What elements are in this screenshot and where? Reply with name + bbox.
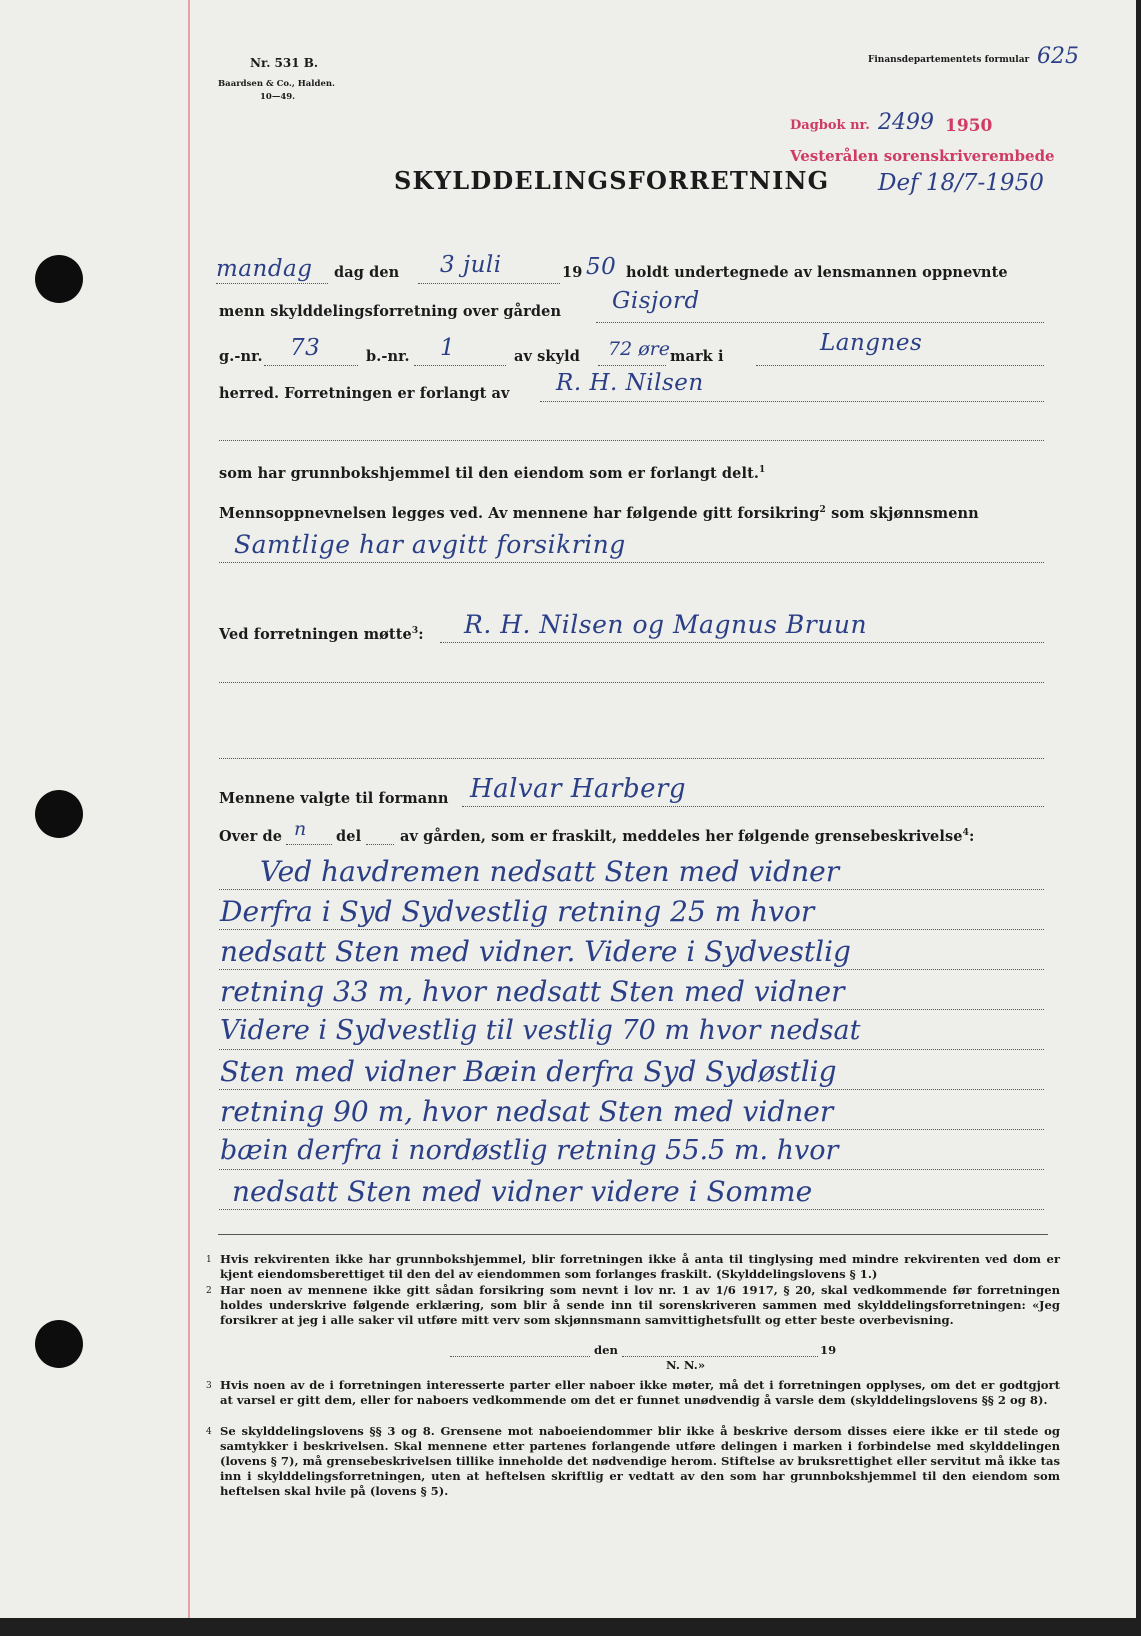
label-bnr: b.-nr. [366, 348, 410, 365]
footnote2-year: 19 [820, 1343, 837, 1357]
boundary-line: Derfra i Syd Sydvestlig retning 25 m hvor [220, 895, 815, 928]
label-farm: menn skylddelingsforretning over gården [219, 303, 562, 320]
printer-name: Baardsen & Co., Halden. [218, 79, 336, 89]
municipality: Langnes [820, 330, 923, 356]
date: 3 juli [440, 252, 502, 278]
punch-hole [35, 790, 83, 838]
year-suffix: 50 [586, 254, 617, 280]
appointment-text: Mennsoppnevnelsen legges ved. Av mennene har følgende gitt forsikring [219, 505, 820, 522]
footnote-1 [206, 1252, 1060, 1282]
label-over-de: Over de [219, 828, 283, 845]
stamp-year: 1950 [945, 116, 993, 136]
fill-line [219, 562, 1044, 563]
footnote-ref: 3 [411, 626, 419, 637]
label-dag-den: dag den [334, 264, 400, 281]
fill-line [219, 1049, 1044, 1050]
fill-line [756, 365, 1044, 366]
label-mark: mark i [670, 348, 724, 365]
fill-line [219, 1089, 1044, 1090]
gnr-value: 73 [290, 335, 321, 361]
footnote-ref: 4 [962, 828, 969, 839]
footnote-2 [206, 1283, 1060, 1328]
footnote-text: Se skylddelingslovens §§ 3 og 8. Grensene mot naboeiendommer blir ikke å beskrive dersom disses eiere ikke er til stede og samtykker i beskrivelsen. Skal mennene etter partenes forlangende utføre delingen i marken i forbindelse med skylddelingen (lovens § 7), må grensebeskrivelsen tillike inneholde det nødvendige herom. Stiftelse av bruksrettighet eller servitut må ikke tas inn i skylddelingsforretningen, uten at heftelsen skriftlig er vedtatt av den som har grunnbokshjemmel til den eiendom som heftelsen skal hvile på (lovens § 5). [220, 1424, 1060, 1498]
stamp-dated: Def 18/7-1950 [878, 170, 1044, 196]
fill-line [462, 806, 1044, 807]
fill-line [219, 1169, 1044, 1170]
requester: R. H. Nilsen [556, 370, 704, 396]
farm-name: Gisjord [612, 288, 700, 314]
boundary-line: Videre i Sydvestlig til vestlig 70 m hvor nedsat [220, 1015, 861, 1046]
assurance-note: Samtlige har avgitt forsikring [234, 530, 626, 559]
footnote-number: 4 [206, 1427, 212, 1437]
footnote2-nn: N. N.» [666, 1358, 706, 1372]
fill-line [219, 1129, 1044, 1130]
ministry-label: Finansdepartementets formular [868, 55, 1030, 65]
label-chairman: Mennene valgte til formann [219, 790, 449, 807]
chairman: Halvar Harberg [470, 774, 687, 804]
fill-line [440, 642, 1044, 643]
form-number: Nr. 531 B. [250, 56, 319, 70]
footnote-3 [206, 1378, 1060, 1408]
label-grunnbok [219, 465, 765, 482]
footnote-text: Har noen av mennene ikke gitt sådan forsikring som nevnt i lov nr. 1 av 1/6 1917, § 20, skal vedkommende før forretningen holdes underskrive følgende erklæring, som blir å sende inn til sorenskriveren sammen med skylddelingsforretningen: «Jeg forsikrer at jeg i alle saker vil utføre mitt verv som skjønnsmann samvittighetsfullt og etter beste overbevisning. [220, 1283, 1060, 1327]
fill-line [264, 365, 358, 366]
punch-hole [35, 1320, 83, 1368]
footnote-text: Hvis noen av de i forretningen interesserte parter eller naboer ikke møter, må det i forretningen opplyses, om det er godtgjort at varsel er gitt dem, eller for naboers vedkommende om det er funnet unødvendig å varsle dem (skylddelingslovens §§ 2 og 8). [220, 1378, 1060, 1407]
boundary-line: nedsatt Sten med vidner. Videre i Sydvestlig [220, 935, 851, 968]
label-skyld: av skyld [514, 348, 580, 365]
label-del: del [336, 828, 362, 845]
boundary-line: retning 33 m, hvor nedsatt Sten med vidner [220, 975, 845, 1008]
stamp-diary-number: 2499 [878, 110, 934, 135]
fill-line [219, 889, 1044, 890]
boundary-line: bæin derfra i nordøstlig retning 55.5 m. hvor [220, 1135, 839, 1166]
stamp-diary-label: Dagbok nr. [790, 118, 870, 133]
fill-line [596, 322, 1044, 323]
page-number: 625 [1037, 44, 1079, 69]
label-requested-by: herred. Forretningen er forlangt av [219, 385, 510, 402]
print-date: 10—49. [260, 92, 296, 102]
boundary-line: Ved havdremen nedsatt Sten med vidner [260, 855, 840, 888]
boundary-text: av gården, som er fraskilt, meddeles her følgende grensebeskrivelse [400, 828, 963, 845]
label-appointment [219, 505, 979, 522]
appointment-text-end: som skjønnsmenn [831, 505, 979, 522]
label-boundary: av gården, som er fraskilt, meddeles her følgende grensebeskrivelse$^4$: [400, 828, 975, 845]
document-title: SKYLDDELINGSFORRETNING [394, 166, 830, 195]
footnote2-den: den [594, 1343, 618, 1357]
margin-line [188, 0, 190, 1618]
boundary-line: Sten med vidner Bæin derfra Syd Sydøstlig [220, 1055, 837, 1088]
boundary-line: nedsatt Sten med vidner videre i Somme [232, 1175, 813, 1208]
footnote-text: Hvis rekvirenten ikke har grunnbokshjemmel, blir forretningen ikke å anta til tinglysing med mindre rekvirenten ved dom er kjent eiendomsberettiget til den del av eiendommen som forlanges fraskilt. (Skylddelingslovens § 1.) [220, 1252, 1060, 1281]
fill-line [219, 969, 1044, 970]
footnote-number: 2 [206, 1286, 212, 1296]
fill-line [450, 1356, 590, 1357]
fill-line [219, 1209, 1044, 1210]
fill-line [219, 440, 1044, 441]
punch-hole [35, 255, 83, 303]
boundary-line: retning 90 m, hvor nedsat Sten med vidner [220, 1095, 834, 1128]
weekday: mandag [216, 256, 313, 282]
fill-line [414, 365, 506, 366]
label-held: holdt undertegnede av lensmannen oppnevnte [626, 264, 1008, 281]
fill-line [598, 365, 666, 366]
fill-line [219, 682, 1044, 683]
fill-line [418, 283, 560, 284]
fill-line [286, 844, 332, 845]
footnote-rule [218, 1234, 1048, 1235]
attendees: R. H. Nilsen og Magnus Bruun [464, 610, 868, 639]
skyld-value: 72 øre [608, 338, 670, 360]
label-attended: Ved forretningen møtte$^3$: [219, 626, 424, 643]
footnote-number: 1 [206, 1255, 212, 1265]
fill-line [540, 401, 1044, 402]
stamp-office: Vesterålen sorenskriverembede [790, 147, 1055, 165]
fill-line [219, 929, 1044, 930]
fill-line [219, 758, 1044, 759]
year-prefix: 19 [562, 264, 583, 281]
label-gnr: g.-nr. [219, 348, 263, 365]
fill-line [622, 1356, 818, 1357]
footnote-number: 3 [206, 1381, 212, 1391]
footnote-ref: 1 [759, 465, 766, 476]
footnote-ref: 2 [819, 505, 826, 516]
fill-line [219, 1009, 1044, 1010]
fill-line [216, 283, 328, 284]
attended-text: Ved forretningen møtte [219, 626, 412, 643]
fill-line [366, 844, 394, 845]
bnr-value: 1 [440, 335, 456, 361]
footnote-4 [206, 1424, 1060, 1499]
de-value: n [294, 818, 307, 840]
grunnbok-text: som har grunnbokshjemmel til den eiendom som er forlangt delt. [219, 465, 760, 482]
